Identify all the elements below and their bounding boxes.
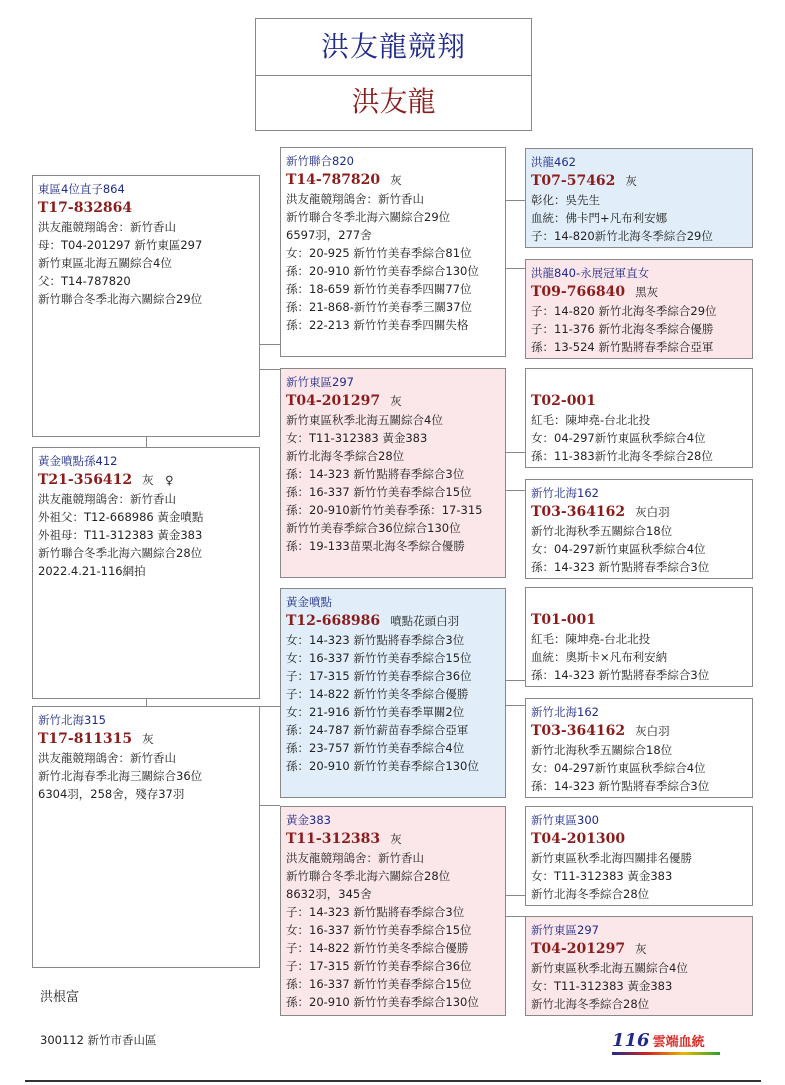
card-line: 子：14-820 新竹北海冬季綜合29位 <box>531 304 717 318</box>
card-line: 洪友龍競翔鴿舍：新竹香山 <box>286 192 424 206</box>
ring-number: T17-811315 灰 <box>38 731 154 747</box>
card-line: 外祖母：T11-312383 黃金383 <box>38 528 203 542</box>
card-line: 孫：20-910 新竹竹美春季綜合130位 <box>286 995 479 1009</box>
pigeon-card-granddam <box>525 259 753 359</box>
card-title: 洪龍840-永展冠軍直女 <box>531 266 650 280</box>
card-title: 新竹北海162 <box>531 705 599 719</box>
card-line: 孫：20-910 新竹竹美春季綜合130位 <box>286 759 479 773</box>
connector-line <box>505 705 525 706</box>
connector-line <box>505 268 525 269</box>
card-line: 孫：14-323 新竹點將春季綜合3位 <box>286 467 465 481</box>
pigeon-card-granddam <box>525 479 753 579</box>
card-line: 新竹東區北海五關綜合4位 <box>38 256 172 270</box>
connector-line <box>259 344 280 345</box>
card-line: 新竹竹美春季綜合36位綜合130位 <box>286 521 461 535</box>
card-line: 孫：22-213 新竹竹美春季四關失格 <box>286 318 469 332</box>
pigeon-card-subject <box>32 175 260 437</box>
pigeon-card-dam <box>280 368 506 578</box>
card-line: 新竹北海冬季綜合28位 <box>286 449 405 463</box>
page-divider <box>25 1080 761 1082</box>
card-line: 新竹聯合冬季北海六關綜合28位 <box>286 869 451 883</box>
page-title: 洪友龍競翔 <box>255 18 532 76</box>
pigeon-card-sire <box>280 588 506 798</box>
card-line: 女：T11-312383 黃金383 <box>531 979 673 993</box>
ring-number: T02-001 <box>531 393 596 409</box>
card-line: 子：17-315 新竹竹美春季綜合36位 <box>286 959 472 973</box>
card-line: 新竹北海冬季綜合28位 <box>531 997 650 1011</box>
card-line: 女：16-337 新竹竹美春季綜合15位 <box>286 651 472 665</box>
card-line: 血統：奧斯卡×凡布利安納 <box>531 650 668 664</box>
pigeon-card-subject <box>32 706 260 968</box>
card-line: 新竹北海秋季五關綜合18位 <box>531 524 673 538</box>
pigeon-card-grandsire <box>525 148 753 248</box>
card-title: 新竹東區297 <box>286 375 354 389</box>
card-line: 女：20-925 新竹竹美春季綜合81位 <box>286 246 472 260</box>
card-line: 孫：21-868-新竹竹美春季三關37位 <box>286 300 473 314</box>
ring-number: T04-201297 灰 <box>531 941 647 957</box>
card-title: 新竹北海162 <box>531 486 599 500</box>
ring-number: T11-312383 灰 <box>286 831 402 847</box>
card-title: 東區4位直子864 <box>38 182 125 196</box>
card-line: 新竹東區秋季北海五關綜合4位 <box>286 413 443 427</box>
card-line: 6304羽，258舍，殘存37羽 <box>38 787 185 801</box>
card-line: 彰化：吳先生 <box>531 193 600 207</box>
card-line: 孫：24-787 新竹薪苗春季綜合亞軍 <box>286 723 469 737</box>
card-line: 新竹聯合冬季北海六關綜合29位 <box>38 292 203 306</box>
card-line: 子：14-822 新竹竹美冬季綜合優勝 <box>286 941 469 955</box>
ring-number: T17-832864 <box>38 200 133 216</box>
connector-line <box>259 369 280 370</box>
brand-logo <box>612 1030 705 1051</box>
card-line: 孫：13-524 新竹點將春季綜合亞軍 <box>531 340 714 354</box>
card-line: 紅毛：陳坤堯-台北北投 <box>531 632 651 646</box>
card-line: 新竹聯合冬季北海六關綜合29位 <box>286 210 451 224</box>
connector-line <box>505 916 525 917</box>
card-line: 女：04-297新竹東區秋季綜合4位 <box>531 542 706 556</box>
card-line: 孫：14-323 新竹點將春季綜合3位 <box>531 779 710 793</box>
card-line: 父：T14-787820 <box>38 274 131 288</box>
card-title: 新竹東區297 <box>531 923 599 937</box>
pigeon-card-granddam <box>525 916 753 1016</box>
card-line: 孫：19-133苗栗北海冬季綜合優勝 <box>286 539 465 553</box>
card-line: 6597羽，277舍 <box>286 228 372 242</box>
ring-number: T03-364162 灰白羽 <box>531 504 670 520</box>
connector-line <box>259 706 280 707</box>
connector-line <box>505 452 525 453</box>
card-line: 孫：18-659 新竹竹美春季四關77位 <box>286 282 472 296</box>
pigeon-card-grandsire <box>525 587 753 687</box>
pigeon-card-grandsire <box>525 806 753 906</box>
card-title: 黃金噴點孫412 <box>38 454 118 468</box>
card-line: 孫：14-323 新竹點將春季綜合3位 <box>531 668 710 682</box>
card-line: 洪友龍競翔鴿舍：新竹香山 <box>286 851 424 865</box>
card-line: 女：T11-312383 黃金383 <box>531 869 673 883</box>
ring-number: T09-766840 黑灰 <box>531 284 659 300</box>
logo-number: 116 <box>612 1030 650 1051</box>
ring-number: T21-356412 灰 ♀ <box>38 472 174 488</box>
card-line: 洪友龍競翔鴿舍：新竹香山 <box>38 492 176 506</box>
logo-underline <box>612 1052 720 1055</box>
card-line: 新竹東區秋季北海四關排名優勝 <box>531 851 692 865</box>
ring-number: T12-668986 噴點花頭白羽 <box>286 613 460 629</box>
ring-number: T01-001 <box>531 612 596 628</box>
card-line: 新竹東區秋季北海五關綜合4位 <box>531 961 688 975</box>
card-line: 2022.4.21-116網拍 <box>38 564 146 578</box>
card-line: 孫：20-910 新竹竹美春季綜合130位 <box>286 264 479 278</box>
card-line: 新竹北海春季北海三關綜合36位 <box>38 769 203 783</box>
ring-number: T07-57462 灰 <box>531 173 637 189</box>
card-line: 孫：23-757 新竹竹美春季綜合4位 <box>286 741 465 755</box>
card-line: 孫：20-910新竹竹美春季孫：17-315 <box>286 503 483 517</box>
card-line: 孫：16-337 新竹竹美春季綜合15位 <box>286 485 472 499</box>
pigeon-card-subject <box>32 447 260 699</box>
card-line: 新竹北海秋季五關綜合18位 <box>531 743 673 757</box>
connector-line <box>505 490 525 491</box>
card-line: 子：14-822 新竹竹美冬季綜合優勝 <box>286 687 469 701</box>
card-line: 外祖父：T12-668986 黃金噴點 <box>38 510 204 524</box>
card-line: 女：16-337 新竹竹美春季綜合15位 <box>286 923 472 937</box>
pigeon-card-granddam <box>525 698 753 798</box>
card-line: 子：17-315 新竹竹美春季綜合36位 <box>286 669 472 683</box>
owner-title: 洪友龍 <box>255 74 532 131</box>
card-line: 血統：佛卡門+凡布利安娜 <box>531 211 668 225</box>
ring-number: T03-364162 灰白羽 <box>531 723 670 739</box>
card-title: 新竹東區300 <box>531 813 599 827</box>
owner-address: 300112 新竹市香山區 <box>40 1033 157 1047</box>
card-line: 洪友龍競翔鴿舍：新竹香山 <box>38 220 176 234</box>
connector-line <box>505 895 525 896</box>
pigeon-card-sire <box>280 147 506 357</box>
card-line: 新竹北海冬季綜合28位 <box>531 887 650 901</box>
ring-number: T04-201300 <box>531 831 626 847</box>
card-line: 女：21-916 新竹竹美春季單關2位 <box>286 705 465 719</box>
card-line: 女：04-297新竹東區秋季綜合4位 <box>531 431 706 445</box>
card-line: 紅毛：陳坤堯-台北北投 <box>531 413 651 427</box>
card-line: 女：T11-312383 黃金383 <box>286 431 428 445</box>
card-line: 孫：11-383新竹北海冬季綜合28位 <box>531 449 713 463</box>
card-title: 黃金383 <box>286 813 331 827</box>
card-line: 子：14-820新竹北海冬季綜合29位 <box>531 229 713 243</box>
card-line: 子：14-323 新竹點將春季綜合3位 <box>286 905 465 919</box>
card-line: 母：T04-201297 新竹東區297 <box>38 238 203 252</box>
card-line: 8632羽，345舍 <box>286 887 372 901</box>
connector-line <box>259 805 280 806</box>
card-title: 黃金噴點 <box>286 595 332 609</box>
card-line: 新竹聯合冬季北海六關綜合28位 <box>38 546 203 560</box>
ring-number: T14-787820 灰 <box>286 172 402 188</box>
connector-line <box>505 200 525 201</box>
card-line: 子：11-376 新竹北海冬季綜合優勝 <box>531 322 714 336</box>
connector-line <box>505 680 525 681</box>
card-line: 女：04-297新竹東區秋季綜合4位 <box>531 761 706 775</box>
card-line: 孫：14-323 新竹點將春季綜合3位 <box>531 560 710 574</box>
pigeon-card-grandsire <box>525 368 753 468</box>
card-title: 新竹北海315 <box>38 713 106 727</box>
card-title: 新竹聯合820 <box>286 154 354 168</box>
card-line: 洪友龍競翔鴿舍：新竹香山 <box>38 751 176 765</box>
ring-number: T04-201297 灰 <box>286 393 402 409</box>
card-title: 洪龍462 <box>531 155 576 169</box>
connector-line <box>146 698 147 706</box>
card-line: 孫：16-337 新竹竹美春季綜合15位 <box>286 977 472 991</box>
connector-line <box>146 437 147 447</box>
owner-name: 洪根富 <box>40 990 80 1005</box>
logo-text: 雲端血統 <box>652 1035 705 1050</box>
pigeon-card-dam <box>280 806 506 1016</box>
card-line: 女：14-323 新竹點將春季綜合3位 <box>286 633 465 647</box>
